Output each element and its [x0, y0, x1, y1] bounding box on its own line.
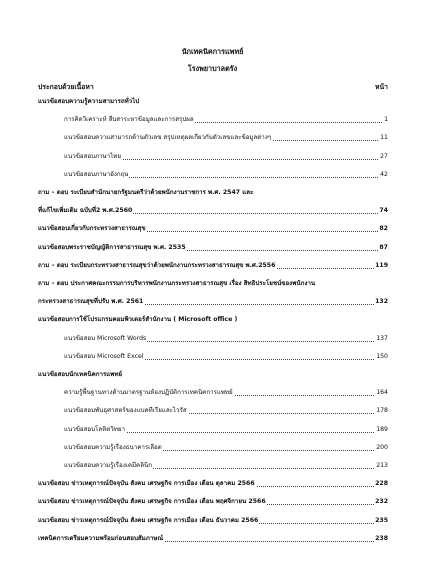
toc-entry[interactable]: [64, 114, 388, 126]
toc-entry-page: 213: [375, 460, 388, 472]
toc-entry-title: แนวข้อสอบพันธุศาสตร์ของแบคทีเรียและไวรัส: [64, 405, 188, 417]
toc-entry-page: 119: [374, 260, 388, 272]
toc-entry-title: แนวข้อสอบความรู้เรื่องธนาคารเลือด: [64, 442, 163, 454]
toc-entry-page: 11: [379, 132, 388, 144]
document-subtitle: โรงพยาบาลตรัง: [187, 64, 238, 73]
toc-entry-page: 189: [375, 424, 388, 436]
toc-entry-title: เทคนิคการเตรียมความพร้อมก่อนสอบสัมภาษณ์: [38, 533, 164, 545]
toc-entry[interactable]: [38, 205, 388, 217]
toc-entry-page: 1: [383, 114, 388, 126]
toc-entry-title: แนวข้อสอบเกี่ยวกับกระทรวงสาธารณสุข: [38, 223, 147, 235]
toc-entry[interactable]: [64, 442, 388, 454]
toc-section-heading: ถาม – ตอบ ประกาศคณะกรรมการบริหารพนักงานกระทรวงสาธารณสุข เรื่อง สิทธิประโยชน์ของพนักงาน: [38, 280, 316, 287]
toc-entry-title: แนวข้อสอบ Microsoft Words: [64, 333, 147, 345]
toc-entry[interactable]: [38, 533, 388, 545]
toc-entry-page: 200: [375, 442, 388, 454]
toc-entry[interactable]: [38, 242, 388, 254]
toc-entry[interactable]: [38, 496, 388, 508]
toc-entry-title: แนวข้อสอบ Microsoft Excel: [64, 351, 145, 363]
toc-entry-title: ความรู้พื้นฐานทางด้านมาตรฐานห้องปฏิบัติการเทคนิคการแพทย์: [64, 387, 234, 399]
toc-section-heading: แนวข้อสอบการใช้โปรแกรมคอมพิวเตอร์สำนักงาน ( Microsoft office ): [38, 316, 238, 324]
toc-entry[interactable]: [64, 151, 388, 163]
toc-entry[interactable]: [64, 387, 388, 399]
toc-entry[interactable]: [64, 424, 388, 436]
toc-entry-title: กระทรวงสาธารณสุขที่ปรับ พ.ศ. 2561: [38, 296, 144, 308]
toc-entry[interactable]: [38, 478, 388, 490]
toc-entry-title: แนวข้อสอบภาษาอังกฤษ: [64, 169, 129, 181]
toc-entry-page: 164: [375, 387, 388, 399]
toc-entry-page: 87: [378, 242, 388, 254]
toc-entry-page: 132: [374, 296, 388, 308]
toc-entry-title: แนวข้อสอบภาษาไทย: [64, 151, 122, 163]
toc-entry-page: 178: [375, 405, 388, 417]
document-title: นักเทคนิคการแพทย์: [181, 47, 244, 56]
toc-entry[interactable]: [64, 460, 388, 472]
page-column-label: หน้า: [375, 83, 388, 91]
toc-entry-title: แนวข้อสอบ ข่าวเหตุการณ์ปัจจุบัน สังคม เศรษฐกิจ การเมือง เดือน ธันวาคม 2566: [38, 515, 259, 527]
toc-entry-page: 238: [374, 533, 388, 545]
toc-entry-title: แนวข้อสอบโลหิตวิทยา: [64, 424, 126, 436]
contents-label: ประกอบด้วยเนื้อหา: [38, 83, 94, 91]
toc-entry-page: 27: [379, 151, 388, 163]
toc-section-heading: แนวข้อสอบนักเทคนิคการแพทย์: [38, 371, 123, 378]
toc-entry-title: แนวข้อสอบความรู้เรื่องเคมีคลินิก: [64, 460, 153, 472]
toc-entry[interactable]: [38, 223, 388, 235]
toc-entry-title: การคิดวิเคราะห์ สืบสาระหาข้อมูลและการสรุปผล: [64, 114, 195, 126]
toc-entry[interactable]: [64, 169, 388, 181]
toc-entry-page: 42: [379, 169, 388, 181]
toc-entry-title: แนวข้อสอบความสามารถด้านตัวเลข สรุปเหตุผลเกี่ยวกับตัวเลขและข้อมูลต่างๆ: [64, 132, 272, 144]
toc-entry-page: 150: [375, 351, 388, 363]
toc-section-heading: แนวข้อสอบความรู้ความสามารถทั่วไป: [38, 98, 140, 105]
toc-entry[interactable]: [38, 515, 388, 527]
toc-entry[interactable]: [64, 405, 388, 417]
toc-entry[interactable]: [38, 260, 388, 272]
toc-entry-page: 235: [374, 515, 388, 527]
toc-entry-title: ถาม – ตอบ ระเบียบกระทรวงสาธารณสุขว่าด้วยพนักงานกระทรวงสาธารณสุข พ.ศ.2556: [38, 260, 276, 272]
toc-entry-title: ที่แก้ไขเพิ่มเติม ฉบับที่2 พ.ศ.2560: [38, 205, 133, 217]
toc-entry-page: 82: [378, 223, 388, 235]
toc-entry-title: แนวข้อสอบพระราชบัญญัติการสาธารณสุข พ.ศ. 2535: [38, 242, 187, 254]
toc-entry-title: แนวข้อสอบ ข่าวเหตุการณ์ปัจจุบัน สังคม เศรษฐกิจ การเมือง เดือน พฤศจิกายน 2566: [38, 496, 267, 508]
toc-entry[interactable]: [64, 351, 388, 363]
toc-section-heading: ถาม – ตอบ ระเบียบสำนักนายกรัฐมนตรีว่าด้วยพนักงานราชการ พ.ศ. 2547 และ: [38, 189, 254, 196]
toc-entry-page: 232: [374, 496, 388, 508]
toc-entry[interactable]: [64, 132, 388, 144]
toc-entry-page: 74: [378, 205, 388, 217]
toc-entry-title: แนวข้อสอบ ข่าวเหตุการณ์ปัจจุบัน สังคม เศรษฐกิจ การเมือง เดือน ตุลาคม 2566: [38, 478, 256, 490]
toc-entry-page: 228: [374, 478, 388, 490]
toc-entry[interactable]: [64, 333, 388, 345]
toc-entry-page: 137: [375, 333, 388, 345]
toc-entry[interactable]: [38, 296, 388, 308]
